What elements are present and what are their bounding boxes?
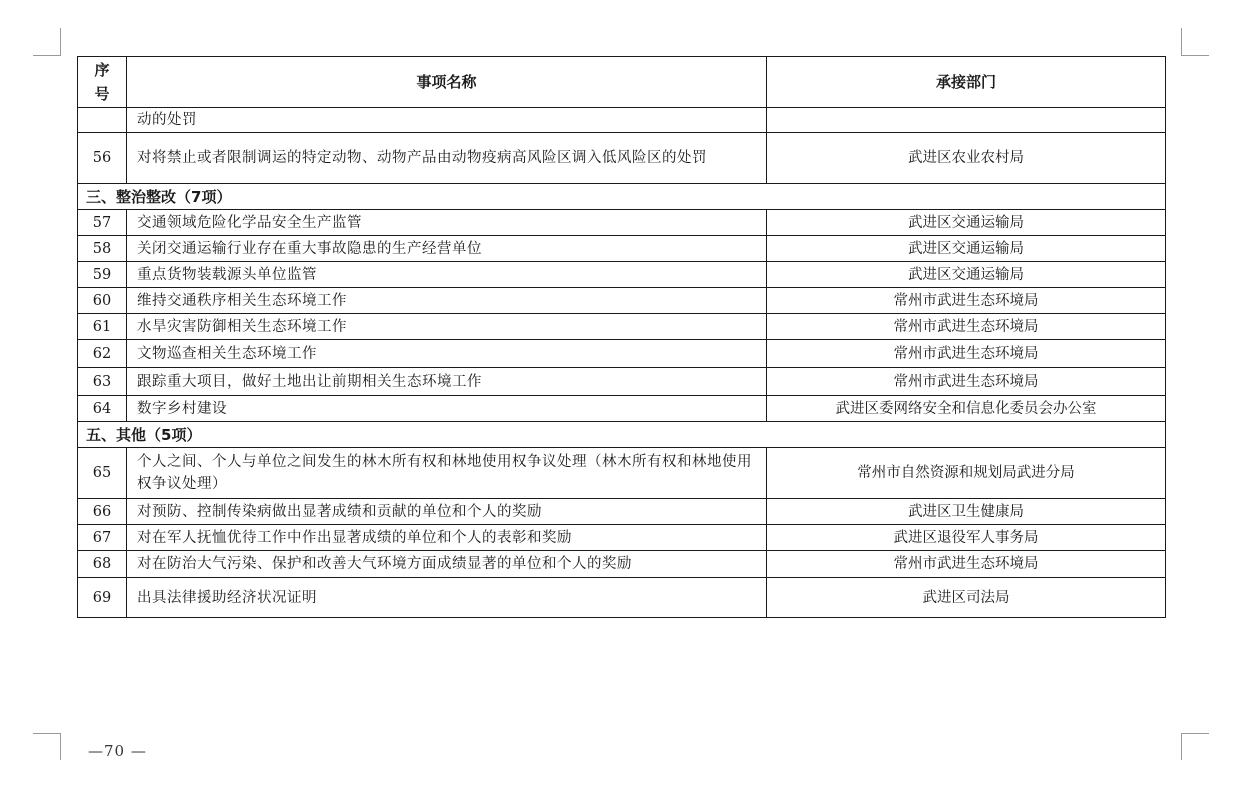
table-row (78, 368, 1166, 396)
item-name: 对在防治大气污染、保护和改善大气环境方面成绩显著的单位和个人的奖励 (127, 551, 767, 578)
item-name: 对将禁止或者限制调运的特定动物、动物产品由动物疫病高风险区调入低风险区的处罚 (127, 133, 767, 184)
item-dept: 武进区农业农村局 (767, 133, 1166, 184)
crop-mark-top-right-v (1181, 28, 1182, 55)
item-dept: 常州市武进生态环境局 (767, 551, 1166, 578)
table-row (78, 314, 1166, 340)
row-number: 69 (78, 578, 127, 618)
row-number: 68 (78, 551, 127, 578)
table-row (78, 525, 1166, 551)
crop-mark-top-right-h (1181, 55, 1209, 56)
item-dept: 常州市武进生态环境局 (767, 368, 1166, 396)
section-title: 三、整治整改（7项） (78, 184, 1166, 210)
matters-table (77, 56, 1166, 618)
table-row (78, 133, 1166, 184)
crop-mark-top-left-v (60, 28, 61, 55)
item-name: 关闭交通运输行业存在重大事故隐患的生产经营单位 (127, 236, 767, 262)
item-name: 对在军人抚恤优待工作中作出显著成绩的单位和个人的表彰和奖励 (127, 525, 767, 551)
item-dept: 武进区司法局 (767, 578, 1166, 618)
crop-mark-bottom-right-v (1181, 733, 1182, 760)
item-dept: 武进区退役军人事务局 (767, 525, 1166, 551)
item-name: 个人之间、个人与单位之间发生的林木所有权和林地使用权争议处理（林木所有权和林地使用权争议处理） (127, 448, 767, 499)
item-name: 跟踪重大项目，做好土地出让前期相关生态环境工作 (127, 368, 767, 396)
row-number: 58 (78, 236, 127, 262)
item-dept: 武进区交通运输局 (767, 210, 1166, 236)
table-row (78, 396, 1166, 422)
row-number: 66 (78, 499, 127, 525)
item-name: 动的处罚 (127, 108, 767, 133)
table-row (78, 108, 1166, 133)
item-name: 重点货物装载源头单位监管 (127, 262, 767, 288)
page-number: —70 — (88, 742, 147, 760)
row-number: 60 (78, 288, 127, 314)
crop-mark-bottom-right-h (1181, 733, 1209, 734)
table-body (78, 57, 1166, 618)
header-dept: 承接部门 (767, 57, 1166, 108)
crop-mark-top-left-h (33, 55, 61, 56)
row-number: 64 (78, 396, 127, 422)
table-header-row (78, 57, 1166, 108)
row-number: 59 (78, 262, 127, 288)
row-number: 62 (78, 340, 127, 368)
table-row (78, 551, 1166, 578)
item-dept: 常州市武进生态环境局 (767, 340, 1166, 368)
row-number: 61 (78, 314, 127, 340)
item-name: 水旱灾害防御相关生态环境工作 (127, 314, 767, 340)
row-number: 63 (78, 368, 127, 396)
section-title: 五、其他（5项） (78, 422, 1166, 448)
header-seq (78, 57, 127, 108)
item-name: 文物巡查相关生态环境工作 (127, 340, 767, 368)
item-name: 对预防、控制传染病做出显著成绩和贡献的单位和个人的奖励 (127, 499, 767, 525)
item-name: 出具法律援助经济状况证明 (127, 578, 767, 618)
section-row (78, 422, 1166, 448)
table-row (78, 340, 1166, 368)
item-name: 维持交通秩序相关生态环境工作 (127, 288, 767, 314)
item-dept (767, 108, 1166, 133)
row-number: 56 (78, 133, 127, 184)
item-name: 数字乡村建设 (127, 396, 767, 422)
row-number: 67 (78, 525, 127, 551)
table-row (78, 448, 1166, 499)
row-number (78, 108, 127, 133)
item-dept: 武进区交通运输局 (767, 236, 1166, 262)
item-dept: 武进区卫生健康局 (767, 499, 1166, 525)
row-number: 57 (78, 210, 127, 236)
table-row (78, 210, 1166, 236)
row-number: 65 (78, 448, 127, 499)
table-row (78, 262, 1166, 288)
item-dept: 武进区交通运输局 (767, 262, 1166, 288)
item-dept: 武进区委网络安全和信息化委员会办公室 (767, 396, 1166, 422)
table-row (78, 236, 1166, 262)
item-dept: 常州市武进生态环境局 (767, 288, 1166, 314)
table-row (78, 288, 1166, 314)
header-seq-text: 序号 (94, 61, 110, 103)
item-dept: 常州市自然资源和规划局武进分局 (767, 448, 1166, 499)
item-name: 交通领域危险化学品安全生产监管 (127, 210, 767, 236)
table-row (78, 499, 1166, 525)
crop-mark-bottom-left-h (33, 733, 61, 734)
item-dept: 常州市武进生态环境局 (767, 314, 1166, 340)
table-row (78, 578, 1166, 618)
crop-mark-bottom-left-v (60, 733, 61, 760)
section-row (78, 184, 1166, 210)
header-name: 事项名称 (127, 57, 767, 108)
